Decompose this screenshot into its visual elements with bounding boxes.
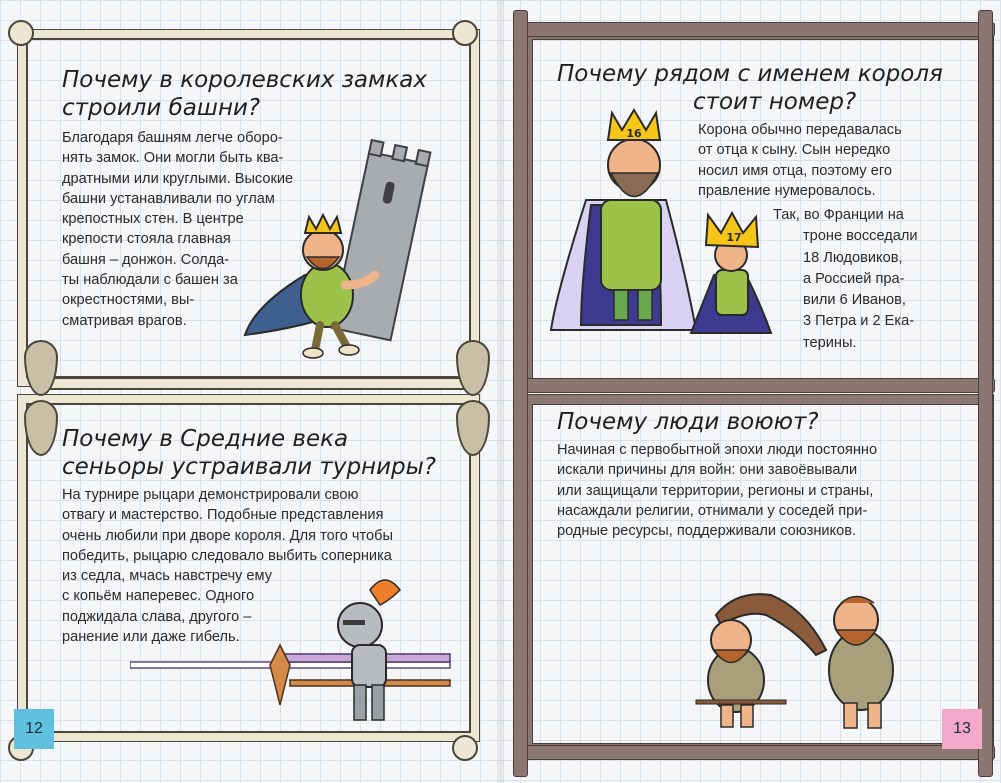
- answer-text-tournaments: На турнире рыцари демонстрировали свою отвагу и мастерство. Подобные представления очень любили при дворе короля. Для того чтобы победить, рыцарю следовало выбить соперника из седла, мчась навстречу ему с копьём наперевес. Одного поджидала слава, другого – ранение или даже гибель.: [62, 487, 394, 646]
- bone-knob-br: [452, 735, 478, 761]
- page-number-right: 13: [942, 709, 982, 749]
- wood-post-left: [513, 10, 528, 777]
- small-crown-number: 17: [726, 231, 742, 244]
- bone-knob-tl: [8, 20, 34, 46]
- answer-text-towers: Благодаря башням легче оборо- нять замок. Они могли быть ква- дратными или круглыми. Высокие башни устанавливали по углам крепостных стен. В центре крепости стояла главная башня – донжон. Солда- ты наблюдали с башен за окрестностями, вы- сматривая врагов.: [62, 130, 294, 329]
- wood-plank-bottom: [513, 745, 995, 760]
- knight-with-lance-illustration: [130, 570, 460, 730]
- answer-text-king-number: Корона обычно передавалась от отца к сыну. Сын нередко носил имя отца, поэтому его правление нумеровалось.: [698, 122, 902, 199]
- answer-text-why-war: Начиная с первобытной эпохи люди постоянно искали причины для войн: они завоёвывали или защищали территории, регионы и страны, насаждали религии, отнимали у соседей при- родные ресурсы, поддерживали союзников.: [557, 442, 878, 540]
- page-number-left: 12: [14, 709, 54, 749]
- question-title-towers: Почему в королевских замках строили башни?: [62, 67, 427, 121]
- king-carrying-tower-illustration: [235, 135, 435, 365]
- bone-knob-tr: [452, 20, 478, 46]
- answer-text-king-number-cont: Так, во Франции на троне восседали 18 Людовиков, а Россией пра- вили 6 Иванов, 3 Петра и 2 Ека- терины.: [773, 207, 918, 351]
- question-title-tournaments: Почему в Средние века сеньоры устраивали турниры?: [62, 426, 436, 480]
- king-and-son-illustration: [546, 105, 786, 340]
- wood-plank-top: [513, 22, 995, 37]
- right-page: [501, 0, 1001, 783]
- left-page: [0, 0, 500, 783]
- wood-plank-middle: [513, 378, 995, 393]
- big-crown-number: 16: [626, 127, 642, 140]
- question-title-king-number: Почему рядом с именем короля стоит номер?: [557, 61, 943, 115]
- wood-post-right: [978, 10, 993, 777]
- bone-divider: [30, 377, 474, 390]
- cavemen-fighting-illustration: [676, 575, 926, 735]
- question-title-why-war: Почему люди воюют?: [557, 409, 819, 435]
